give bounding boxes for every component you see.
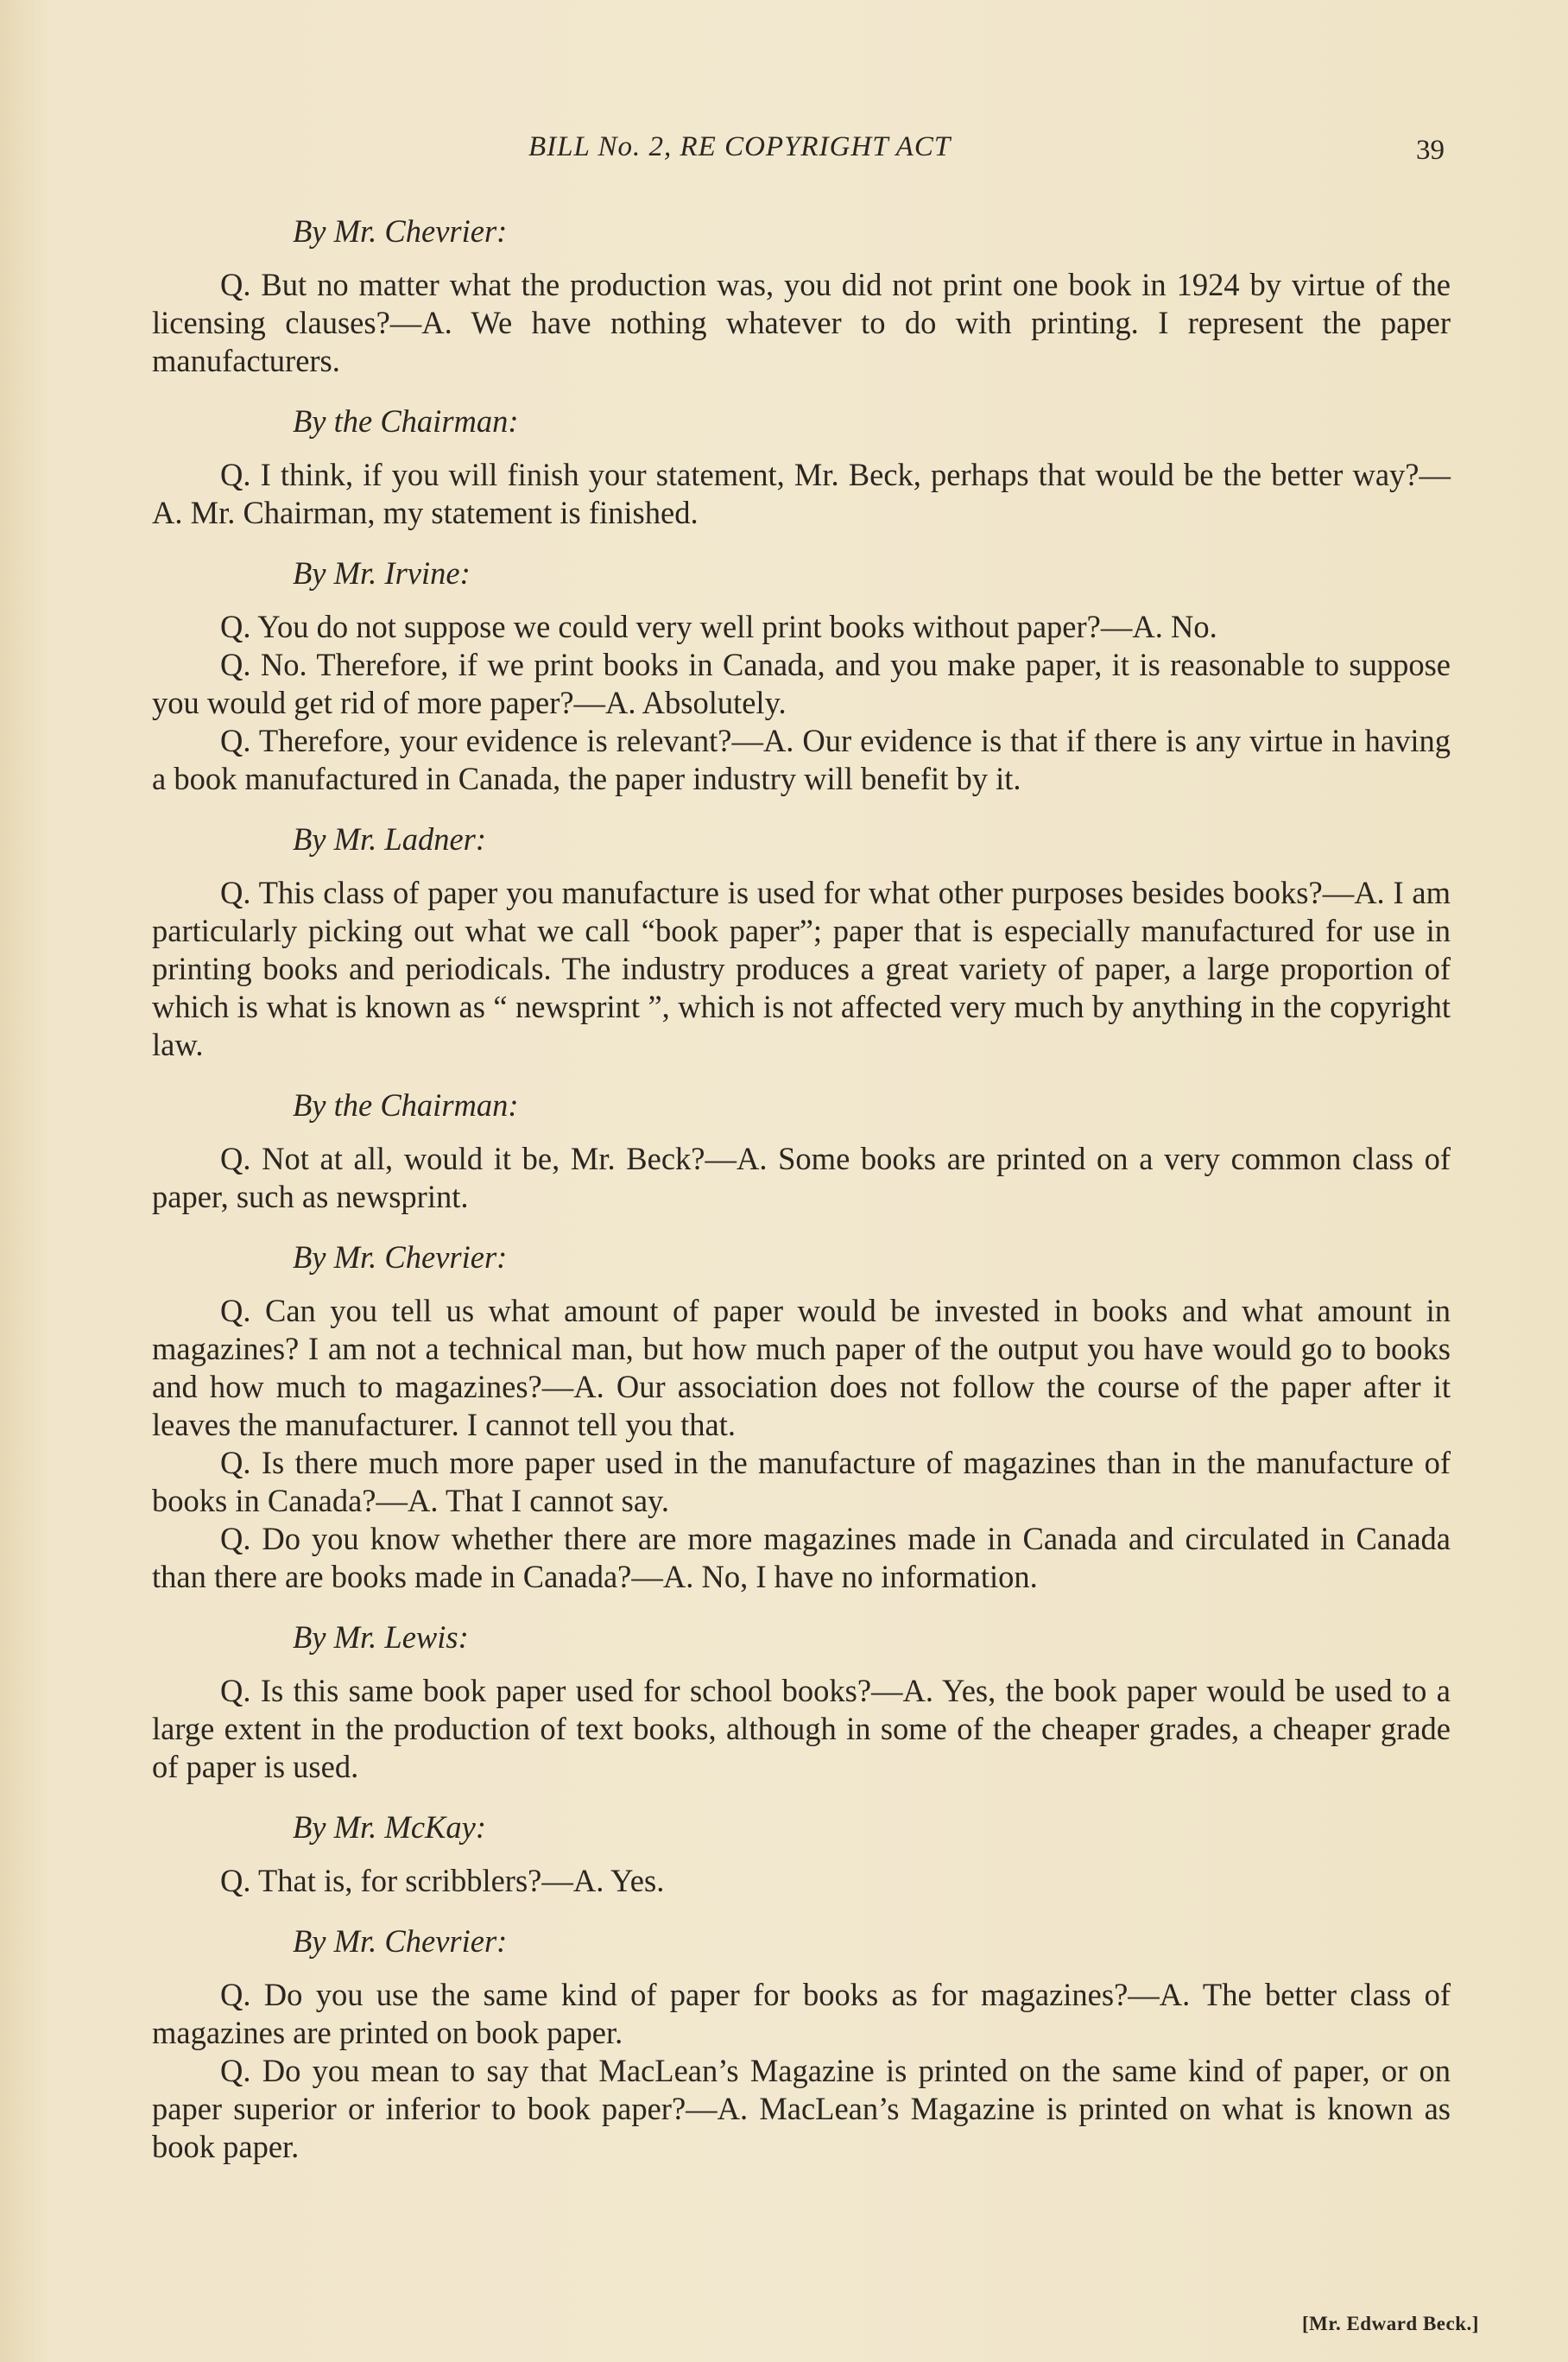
paragraph: Q. No. Therefore, if we print books in Canada, and you make paper, it is reasonable to suppose you would get rid of more paper?—A. Absolutely.: [152, 647, 1451, 720]
speaker-heading: By Mr. Chevrier:: [293, 213, 508, 249]
paragraph: Q. Is there much more paper used in the manufacture of magazines than in the manufacture of books in Canada?—A. That I cannot say.: [152, 1445, 1451, 1518]
section: [152, 402, 1451, 532]
paragraph: Q. Do you mean to say that MacLean’s Magazine is printed on the same kind of paper, or on paper superior or inferior to book paper?—A. MacLean’s Magazine is printed on what is known as book paper.: [152, 2053, 1451, 2164]
paragraph: Q. I think, if you will finish your statement, Mr. Beck, perhaps that would be the better way?—A. Mr. Chairman, my statement is finished.: [152, 457, 1451, 530]
section: [152, 554, 1451, 798]
witness-footer: [Mr. Edward Beck.]: [1302, 2313, 1479, 2334]
section: [152, 1238, 1451, 1596]
paragraph: Q. Do you use the same kind of paper for books as for magazines?—A. The better class of magazines are printed on book paper.: [152, 1977, 1451, 2050]
section: [152, 1618, 1451, 1786]
speaker-heading: By Mr. Ladner:: [293, 821, 487, 857]
paragraph: Q. You do not suppose we could very well print books without paper?—A. No.: [220, 609, 1217, 644]
section: [152, 1808, 1451, 1900]
paragraph: Q. Not at all, would it be, Mr. Beck?—A. Some books are printed on a very common class of paper, such as newsprint.: [152, 1141, 1451, 1214]
section: [152, 212, 1451, 380]
running-title: BILL No. 2, RE COPYRIGHT ACT: [528, 131, 952, 162]
page-number: 39: [1416, 135, 1445, 166]
speaker-heading: By Mr. Irvine:: [293, 555, 471, 591]
section: [152, 1086, 1451, 1216]
paragraph: Q. But no matter what the production was, you did not print one book in 1924 by virtue of the licensing clauses?—A. We have nothing whatever to do with printing. I represent the paper manufacturers.: [152, 267, 1451, 378]
speaker-heading: By Mr. Lewis:: [293, 1619, 469, 1655]
speaker-heading: By Mr. Chevrier:: [293, 1239, 508, 1275]
section: [152, 820, 1451, 1064]
paragraph: Q. That is, for scribblers?—A. Yes.: [220, 1863, 665, 1898]
paragraph: Q. Can you tell us what amount of paper would be invested in books and what amount in magazines? I am not a technical man, but how much paper of the output you have would go to books and how much to magazines?—A. Our association does not follow the course of the paper after it leaves the manufacturer. I cannot tell you that.: [152, 1293, 1451, 1442]
speaker-heading: By the Chairman:: [293, 403, 519, 439]
transcript-body: [152, 200, 1451, 2188]
section: [152, 1922, 1451, 2166]
paragraph: Q. Is this same book paper used for school books?—A. Yes, the book paper would be used to a large extent in the production of text books, although in some of the cheaper grades, a cheaper grade of paper is used.: [152, 1673, 1451, 1784]
paragraph: Q. This class of paper you manufacture is used for what other purposes besides books?—A. I am particularly picking out what we call “book paper”; paper that is especially manufactured for use in printing books and periodicals. The industry produces a great variety of paper, a large proportion of which is what is known as “ newsprint ”, which is not affected very much by anything in the copyright law.: [152, 875, 1451, 1062]
speaker-heading: By Mr. Chevrier:: [293, 1923, 508, 1959]
speaker-heading: By the Chairman:: [293, 1087, 519, 1123]
paragraph: Q. Do you know whether there are more magazines made in Canada and circulated in Canada than there are books made in Canada?—A. No, I have no information.: [152, 1521, 1451, 1594]
speaker-heading: By Mr. McKay:: [293, 1809, 486, 1845]
paragraph: Q. Therefore, your evidence is relevant?—A. Our evidence is that if there is any virtue in having a book manufactured in Canada, the paper industry will benefit by it.: [152, 723, 1451, 796]
